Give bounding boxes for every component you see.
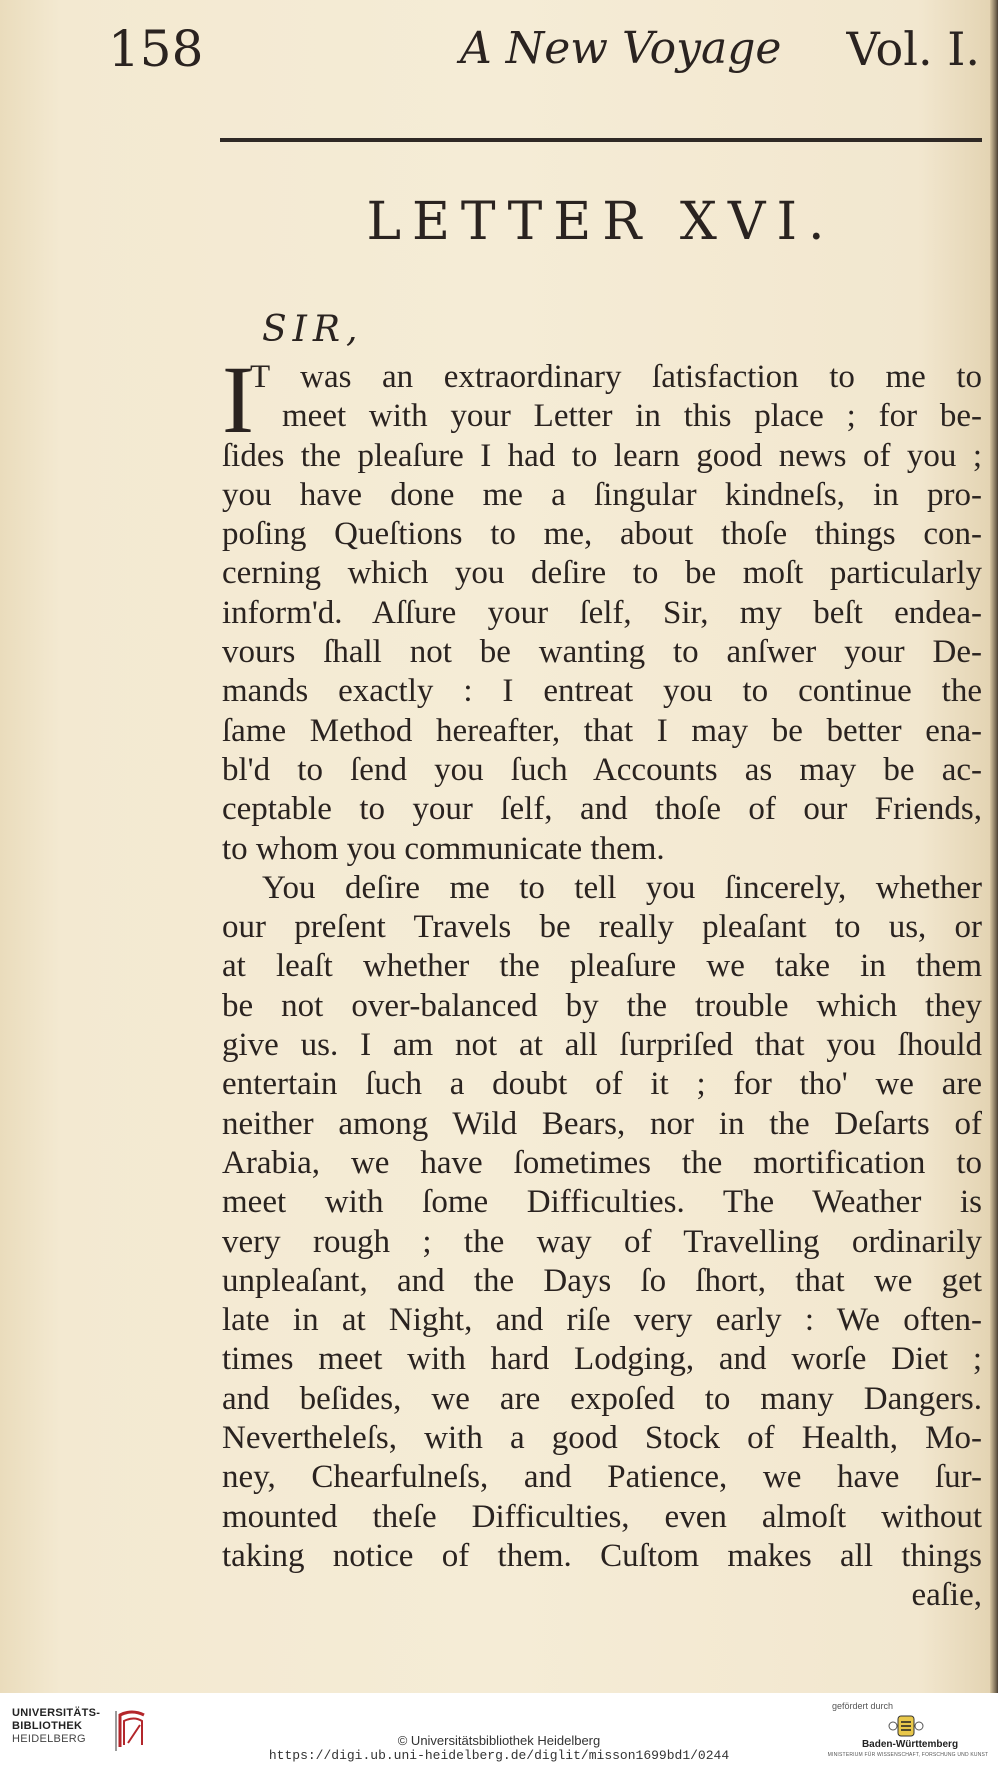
text-line: You deſire me to tell you ſincerely, whether [262,869,982,906]
text-line: taking notice of them. Cuſtom makes all things [222,1537,982,1574]
library-name-line: UNIVERSITÄTS- [12,1707,101,1719]
funded-by-label: gefördert durch [832,1701,894,1711]
text-line: and beſides, we are expoſed to many Dangers. [222,1380,982,1417]
text-line: mounted theſe Difficulties, even almoſt without [222,1498,982,1535]
text-line: ſides the pleaſure I had to learn good news of you ; [222,437,982,474]
text-line: be not over-balanced by the trouble which they [222,987,982,1024]
library-name-line: HEIDELBERG [12,1733,86,1745]
text-line: ceptable to your ſelf, and thoſe of our Friends, [222,791,982,828]
page-edge [990,0,998,1693]
state-crest-icon [888,1715,924,1737]
viewer-footer [0,1693,998,1765]
sponsor-ministry: MINISTERIUM FÜR WISSENSCHAFT, FORSCHUNG UND KUNST [827,1752,989,1758]
text-line: poſing Queſtions to me, about thoſe things con- [222,516,982,553]
text-line: T was an extraordinary ſatisfaction to me to [250,359,982,395]
volume-label: Vol. I. [846,22,980,76]
copyright-notice: © Universitätsbibliothek Heidelberg [397,1733,601,1748]
header-rule [220,138,982,142]
text-line: meet with your Letter in this place ; for be- [282,398,982,435]
text-line: at leaſt whether the pleaſure we take in them [222,948,982,985]
salutation: SIR, [262,309,364,350]
page-number: 158 [108,20,204,78]
page-header [108,14,980,84]
sponsor-name: Baden-Württemberg [861,1739,959,1750]
text-line: to whom you communicate them. [222,830,665,867]
text-line: ney, Chearfulneſs, and Patience, we have ſur- [222,1459,982,1496]
text-line: meet with ſome Difficulties. The Weather is [222,1184,982,1221]
library-name-line: BIBLIOTHEK [12,1720,83,1732]
text-line: neither among Wild Bears, nor in the Deſarts of [222,1105,982,1142]
text-line: very rough ; the way of Travelling ordinarily [222,1223,982,1260]
text-line: you have done me a ſingular kindneſs, in pro- [222,476,982,513]
text-line: Arabia, we have ſometimes the mortification to [222,1144,982,1181]
permalink[interactable]: https://digi.ub.uni-heidelberg.de/diglit/misson1699bd1/0244 [268,1748,730,1763]
text-line: times meet with hard Lodging, and worſe Diet ; [222,1341,982,1378]
running-title: A New Voyage [460,23,782,74]
text-line: inform'd. Aſſure your ſelf, Sir, my beſt endea- [222,594,982,631]
text-line: late in at Night, and riſe very early : We often- [222,1302,982,1339]
text-line: Nevertheleſs, with a good Stock of Health, Mo- [222,1420,982,1457]
text-line: give us. I am not at all ſurpriſed that you ſhould [222,1027,982,1064]
catchword: eaſie, [911,1577,982,1614]
drop-cap: I [222,346,254,453]
text-line: bl'd to ſend you ſuch Accounts as may be ac- [222,751,982,788]
text-line: our preſent Travels be really pleaſant to us, or [222,909,982,946]
text-line: cerning which you deſire to be moſt particularly [222,555,982,592]
text-line: unpleaſant, and the Days ſo ſhort, that we get [222,1262,982,1299]
text-line: mands exactly : I entreat you to continue the [222,673,982,710]
text-line: vours ſhall not be wanting to anſwer your De- [222,634,982,671]
letter-heading: LETTER XVI. [366,192,836,252]
letter-body [222,346,982,1616]
text-line: ſame Method hereafter, that I may be better ena- [222,712,982,749]
text-line: entertain ſuch a doubt of it ; for tho' we are [222,1066,982,1103]
